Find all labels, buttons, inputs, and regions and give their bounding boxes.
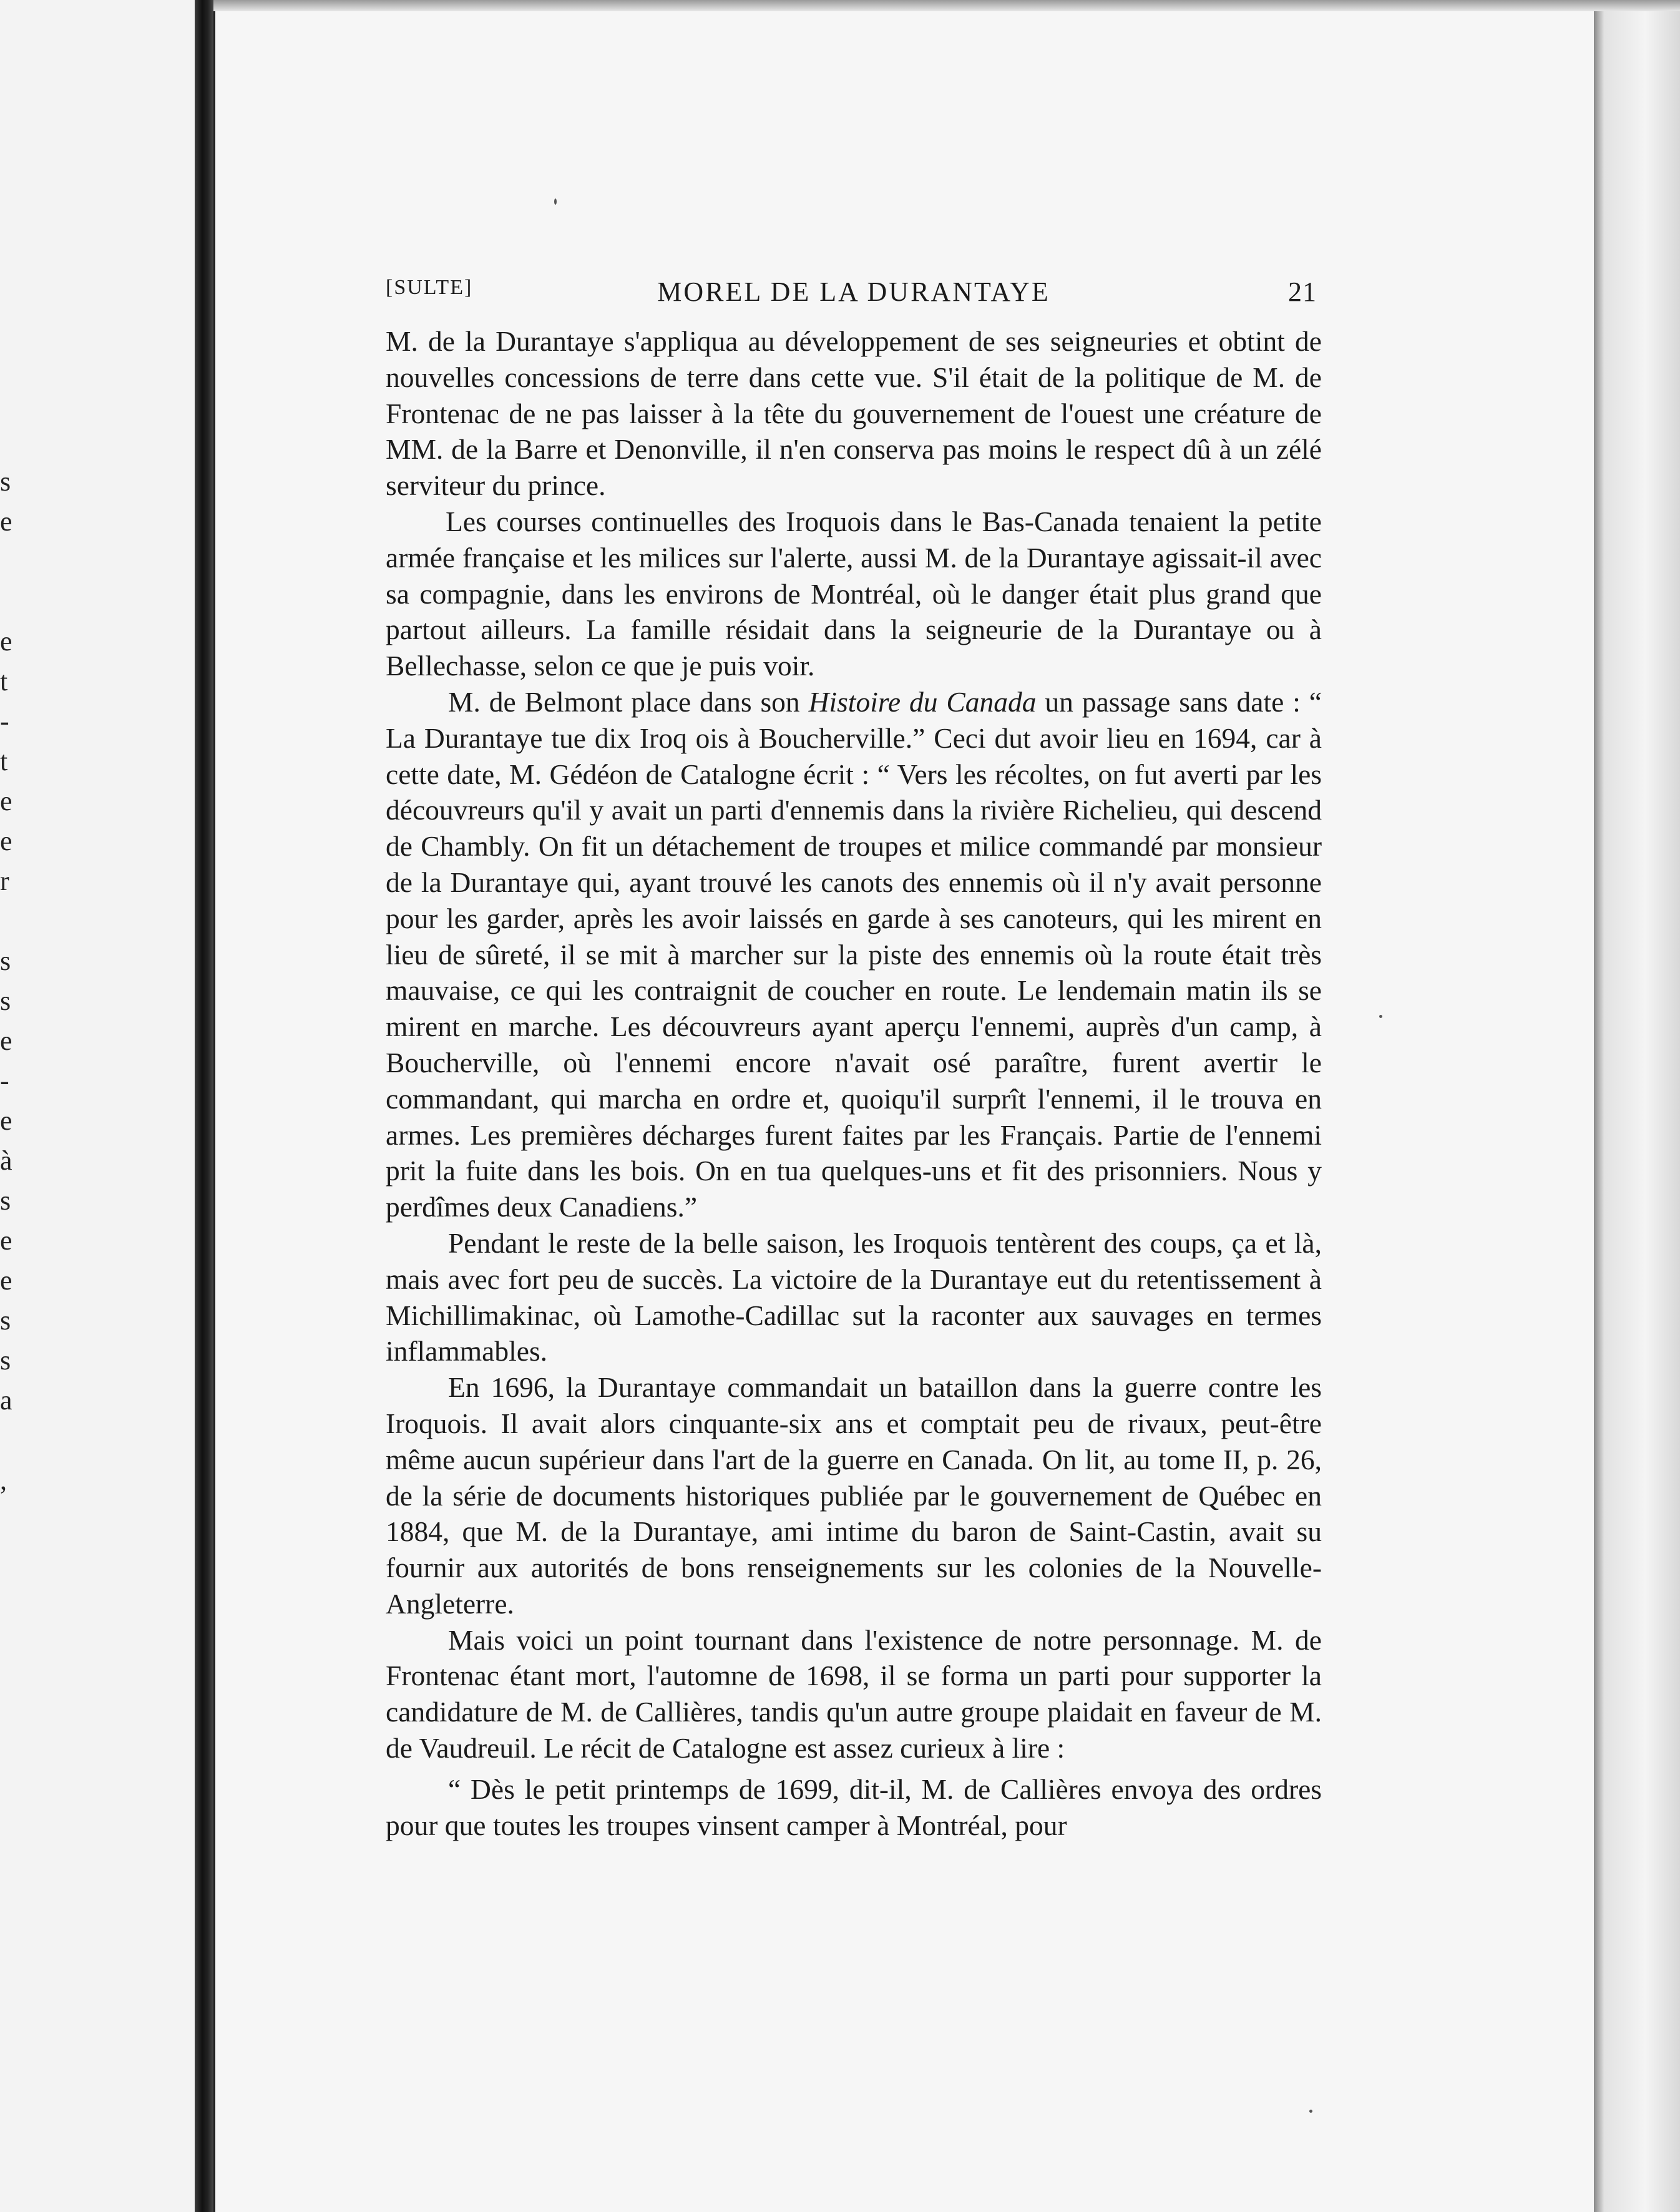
fragment: a — [0, 1385, 12, 1416]
fragment: e — [0, 826, 12, 856]
fragment: e — [0, 506, 12, 537]
page-number: 21 — [1288, 276, 1317, 307]
fragment: - — [0, 706, 9, 737]
top-page-edge — [213, 0, 1680, 11]
fragment: t — [0, 666, 8, 697]
fragment: t — [0, 746, 8, 776]
fragment: s — [0, 1185, 11, 1216]
scan-speck — [1379, 1015, 1382, 1018]
book-gutter — [195, 0, 213, 2212]
paragraph: En 1696, la Durantaye commandait un bataillon dans la guerre contre les Iroquois. Il avait alors cinquante-six ans et comptait peu de rivaux, peut-être même aucun supérieur dans l'art de la guerre en Canada. On lit, au tome II, p. 26, de la série de documents historiques publiée par le gouvernement de Québec en 1884, que M. de la Durantaye, ami intime du baron de Saint-Castin, avait su fournir aux autorités de bons renseignements sur les colonies de la Nouvelle-Angleterre. — [386, 1371, 1322, 1620]
paragraph-quotation: “ Dès le petit printemps de 1699, dit-il, M. de Callières envoya des ordres pour que toutes les troupes vinsent camper à Montréal, pour — [386, 1773, 1322, 1841]
paragraph: Mais voici un point tournant dans l'existence de notre personnage. M. de Frontenac étant mort, l'automne de 1698, il se forma un parti pour supporter la candidature de M. de Callières, tandis qu'un autre groupe plaidait en faveur de M. de Vaudreuil. Le récit de Catalogne est assez curieux à lire : — [386, 1623, 1322, 1764]
paragraph-text: M. de Belmont place dans son — [448, 685, 809, 718]
fragment — [0, 582, 19, 622]
left-page-edge — [0, 0, 195, 2212]
fragment — [0, 542, 19, 582]
fragment — [0, 1421, 19, 1461]
paragraph: Pendant le reste de la belle saison, les Iroquois tentèrent des coups, ça et là, mais avec fort peu de succès. La victoire de la Durantaye eut du retentissement à Michillimakinac, où Lamothe-Cadillac sut la raconter aux sauvages en termes inflammables. — [386, 1226, 1322, 1368]
scan-speck — [554, 198, 557, 205]
fragment: e — [0, 1105, 12, 1136]
fragment: e — [0, 786, 12, 816]
fragment — [0, 901, 19, 941]
fragment: s — [0, 466, 11, 497]
fragment: e — [0, 1225, 12, 1256]
body-text — [386, 323, 1322, 1843]
header-author: [SULTE] — [386, 276, 473, 299]
running-header — [386, 276, 1322, 313]
paragraph-belmont — [386, 684, 1322, 1225]
fragment: s — [0, 1345, 11, 1376]
right-page-edge — [1594, 0, 1680, 2212]
paragraph: M. de la Durantaye s'appliqua au développement de ses seigneuries et obtint de nouvelles concessions de terre dans cette vue. S'il était de la politique de M. de Frontenac de ne pas laisser à la tête du gouvernement de l'ouest une créature de MM. de la Barre et Denonville, il n'en conserva pas moins le respect dû à un zélé serviteur du prince. — [386, 325, 1322, 502]
fragment: s — [0, 986, 11, 1016]
fragment: s — [0, 946, 11, 976]
fragment: à — [0, 1145, 12, 1176]
fragment: r — [0, 866, 9, 896]
header-title: MOREL DE LA DURANTAYE — [657, 276, 1050, 307]
left-page-text-fragments — [0, 462, 19, 1500]
fragment: e — [0, 626, 12, 657]
book-title: Histoire du Canada — [808, 685, 1037, 718]
fragment: s — [0, 1305, 11, 1336]
fragment: e — [0, 1025, 12, 1056]
fragment: , — [0, 1465, 7, 1495]
fragment: e — [0, 1265, 12, 1296]
fragment: - — [0, 1065, 9, 1096]
paragraph: Les courses continuelles des Iroquois dans le Bas-Canada tenaient la petite armée française et les milices sur l'alerte, aussi M. de la Durantaye agissait-il avec sa compagnie, dans les environs de Montréal, où le danger était plus grand que partout ailleurs. La famille résidait dans la seigneurie de la Durantaye ou à Bellechasse, selon ce que je puis voir. — [386, 505, 1322, 682]
paragraph-text: un passage sans date : “ La Durantaye tue dix Iroq ois à Boucherville.” Ceci dut avoir lieu en 1694, car à cette date, M. Gédéon de Catalogne écrit : “ Vers les récoltes, on fut averti par les découvreurs qu'il y avait un parti d'ennemis dans la rivière Richelieu, qui descend de Chambly. On fit un détachement de troupes et milice commandé par monsieur de la Durantaye qui, ayant trouvé les canots des ennemis où il n'y avait personne pour les garder, après les avoir laissés en garde à ses canoteurs, qui les mirent en lieu de sûreté, il se mit à marcher sur la piste des ennemis où la route était très mauvaise, ce qui les contraignit de coucher en route. Le lendemain matin ils se mirent en marche. Les découvreurs ayant aperçu l'ennemi, auprès d'un camp, à Boucherville, où l'ennemi encore n'avait osé paraître, furent avertir le commandant, qui marcha en ordre et, quoiqu'il surprît l'ennemi, il le trouva en armes. Les premières décharges furent faites par les Français. Partie de l'ennemi prit la fuite dans les bois. On en tua quelques-uns et fit des prisonniers. Nous y perdîmes deux Canadiens.” — [386, 685, 1322, 1223]
scan-speck — [1309, 2110, 1312, 2113]
